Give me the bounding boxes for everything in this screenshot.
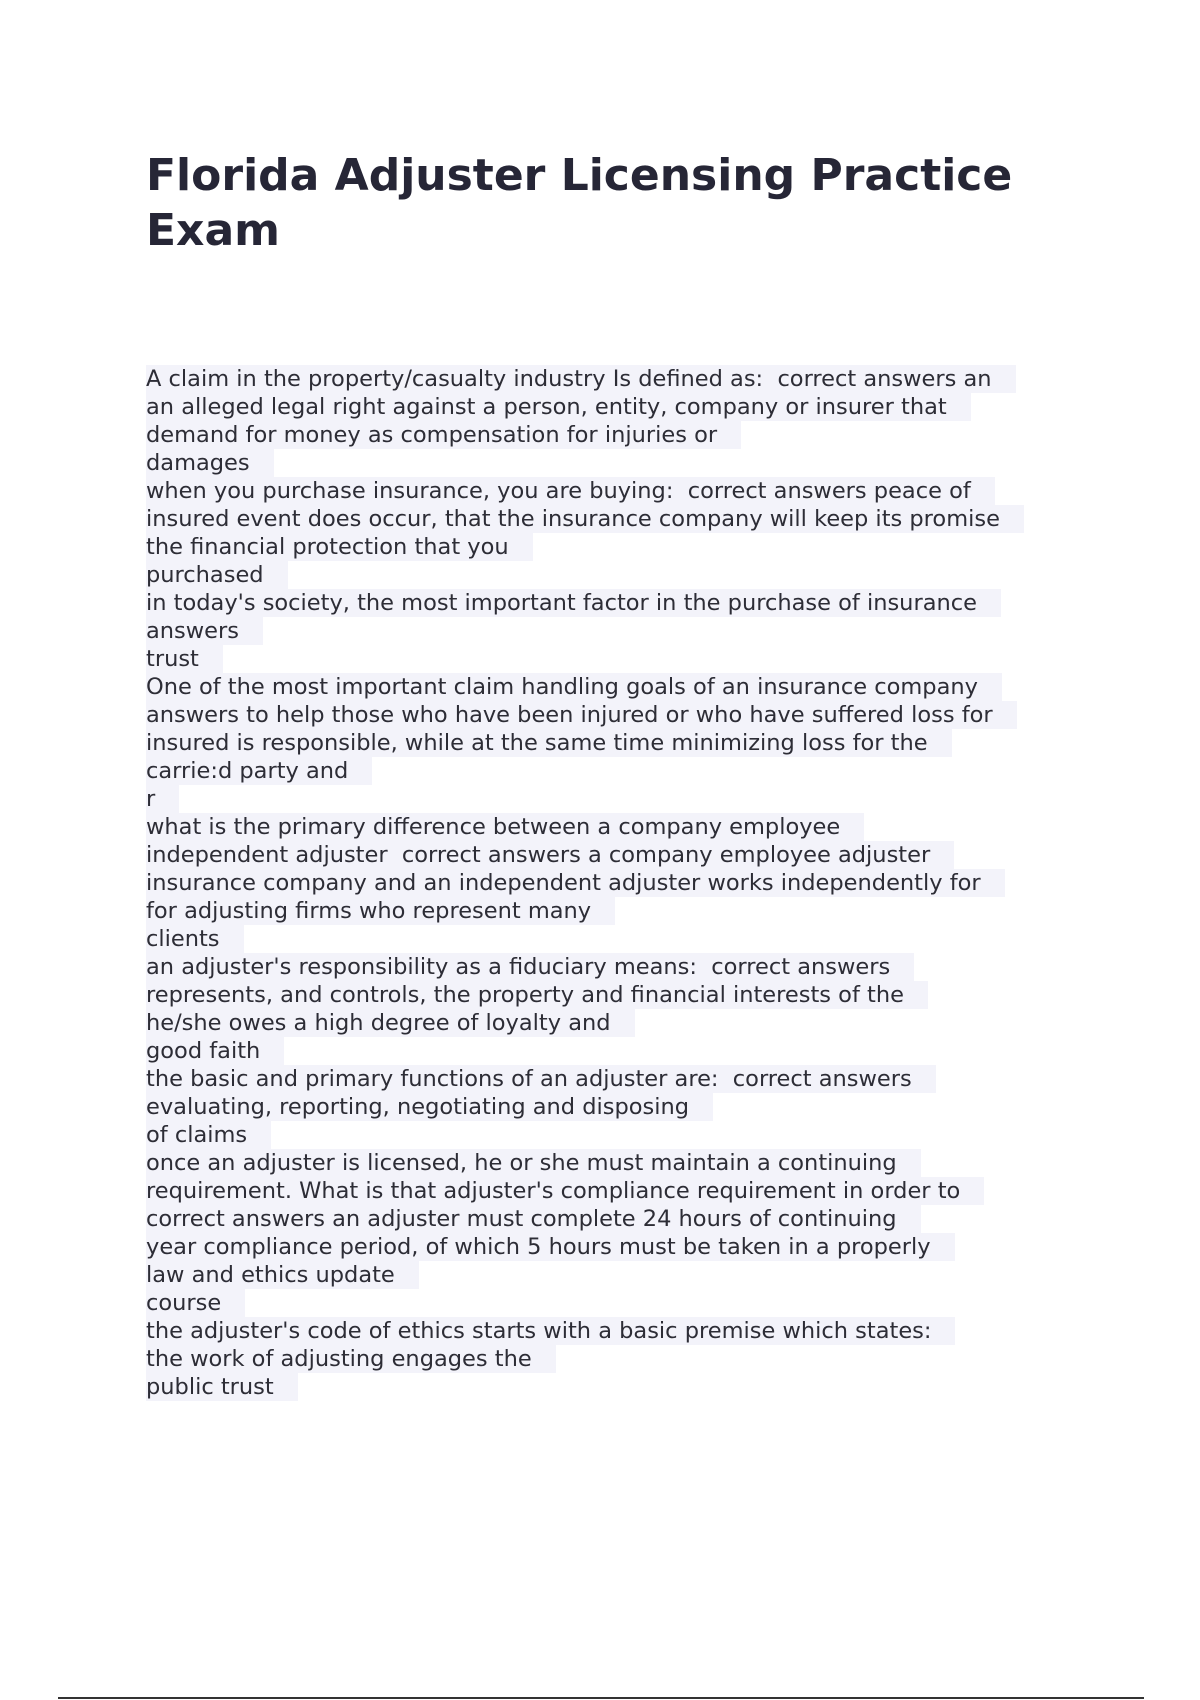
text-line: an adjuster's responsibility as a fiduciary means: correct answers	[146, 953, 1096, 981]
text-line: trust	[146, 645, 1096, 673]
text-line: law and ethics update	[146, 1261, 1096, 1289]
text-line: demand for money as compensation for injuries or	[146, 421, 1096, 449]
text-line: he/she owes a high degree of loyalty and	[146, 1009, 1096, 1037]
text-line: the basic and primary functions of an adjuster are: correct answers	[146, 1065, 1096, 1093]
text-line: insured event does occur, that the insurance company will keep its promise	[146, 505, 1096, 533]
text-line: once an adjuster is licensed, he or she must maintain a continuing	[146, 1149, 1096, 1177]
text-line: what is the primary difference between a company employee	[146, 813, 1096, 841]
text-line: the financial protection that you	[146, 533, 1096, 561]
text-line: when you purchase insurance, you are buying: correct answers peace of	[146, 477, 1096, 505]
qa-text-block	[146, 365, 1096, 1401]
text-line: damages	[146, 449, 1096, 477]
text-line: course	[146, 1289, 1096, 1317]
text-line: insured is responsible, while at the same time minimizing loss for the	[146, 729, 1096, 757]
text-line: correct answers an adjuster must complete 24 hours of continuing	[146, 1205, 1096, 1233]
text-line: in today's society, the most important factor in the purchase of insurance	[146, 589, 1096, 617]
text-line: the adjuster's code of ethics starts with a basic premise which states:	[146, 1317, 1096, 1345]
text-line: r	[146, 785, 1096, 813]
text-line: One of the most important claim handling goals of an insurance company	[146, 673, 1096, 701]
text-line: good faith	[146, 1037, 1096, 1065]
text-line: purchased	[146, 561, 1096, 589]
text-line: year compliance period, of which 5 hours must be taken in a properly	[146, 1233, 1096, 1261]
text-line: carrie:d party and	[146, 757, 1096, 785]
text-line: independent adjuster correct answers a company employee adjuster	[146, 841, 1096, 869]
text-line: clients	[146, 925, 1096, 953]
text-line: requirement. What is that adjuster's compliance requirement in order to	[146, 1177, 1096, 1205]
text-line: public trust	[146, 1373, 1096, 1401]
text-line: insurance company and an independent adjuster works independently for	[146, 869, 1096, 897]
text-line: answers	[146, 617, 1096, 645]
text-line: evaluating, reporting, negotiating and disposing	[146, 1093, 1096, 1121]
text-line: of claims	[146, 1121, 1096, 1149]
text-line: A claim in the property/casualty industry Is defined as: correct answers an	[146, 365, 1096, 393]
text-line: the work of adjusting engages the	[146, 1345, 1096, 1373]
text-line: represents, and controls, the property and financial interests of the	[146, 981, 1096, 1009]
text-line: an alleged legal right against a person, entity, company or insurer that	[146, 393, 1096, 421]
document-title: Florida Adjuster Licensing Practice Exam	[146, 150, 1013, 256]
text-line: answers to help those who have been injured or who have suffered loss for	[146, 701, 1096, 729]
text-line: for adjusting firms who represent many	[146, 897, 1096, 925]
footer-divider	[58, 1697, 1144, 1699]
